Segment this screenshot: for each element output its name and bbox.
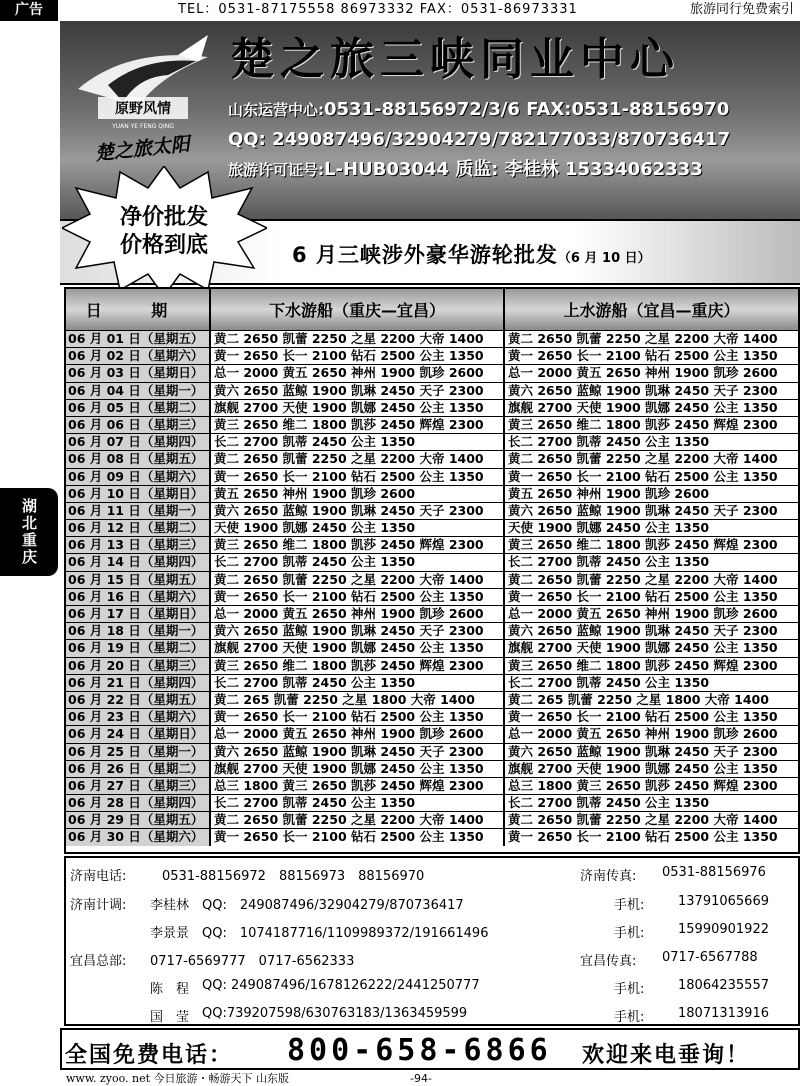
jinan-fax-value: 0531-88156976 bbox=[662, 865, 766, 880]
header-line-3 bbox=[228, 155, 730, 185]
upstream-cell: 长二 2700 凯蒂 2450 公主 1350 bbox=[508, 795, 710, 811]
line2-value: QQ: 249087496/32904279/782177033/870736417 bbox=[228, 129, 731, 150]
downstream-cell: 黄六 2650 蓝鲸 1900 凯琳 2450 天子 2300 bbox=[211, 744, 505, 760]
header-downstream: 下水游船（重庆—宜昌） bbox=[211, 289, 505, 330]
header-date: 日 期 bbox=[66, 289, 211, 330]
schedule-row bbox=[66, 416, 798, 433]
date-cell: 06 月 06 日（星期三） bbox=[66, 417, 211, 433]
date-cell: 06 月 10 日（星期日） bbox=[66, 486, 211, 502]
schedule-row bbox=[66, 399, 798, 416]
upstream-cell: 旗舰 2700 天使 1900 凯娜 2450 公主 1350 bbox=[508, 640, 778, 656]
date-cell: 06 月 30 日（星期六） bbox=[66, 829, 211, 845]
schedule-row bbox=[66, 588, 798, 605]
downstream-cell: 旗舰 2700 天使 1900 凯娜 2450 公主 1350 bbox=[211, 761, 505, 777]
staff-3-mobile: 18064235557 bbox=[678, 978, 769, 993]
logo bbox=[68, 27, 218, 187]
date-cell: 06 月 16 日（星期六） bbox=[66, 589, 211, 605]
upstream-cell: 黄一 2650 长一 2100 钻石 2500 公主 1350 bbox=[508, 468, 778, 484]
date-cell: 06 月 24 日（星期日） bbox=[66, 726, 211, 742]
schedule-row bbox=[66, 743, 798, 760]
line1-value: 0531-88156972/3/6 FAX:0531-88156970 bbox=[324, 99, 730, 120]
downstream-cell: 黄二 2650 凯蕾 2250 之星 2200 大帝 1400 bbox=[211, 331, 505, 347]
staff-3-mobile-label: 手机: bbox=[614, 982, 645, 997]
starburst-line-2: 价格到底 bbox=[119, 233, 209, 258]
upstream-cell: 旗舰 2700 天使 1900 凯娜 2450 公主 1350 bbox=[508, 760, 778, 776]
upstream-cell: 长二 2700 凯蒂 2450 公主 1350 bbox=[508, 434, 710, 450]
hotline-label: 全国免费电话： bbox=[65, 1043, 234, 1068]
yichang-fax-value: 0717-6567788 bbox=[662, 950, 758, 965]
upstream-cell: 黄六 2650 蓝鲸 1900 凯琳 2450 天子 2300 bbox=[508, 502, 778, 518]
jinan-phone-value: 0531-88156972 88156973 88156970 bbox=[162, 869, 425, 884]
date-cell: 06 月 19 日（星期二） bbox=[66, 640, 211, 656]
staff-4-mobile: 18071313916 bbox=[678, 1006, 769, 1021]
downstream-cell: 黄一 2650 长一 2100 钻石 2500 公主 1350 bbox=[211, 469, 505, 485]
downstream-cell: 旗舰 2700 天使 1900 凯娜 2450 公主 1350 bbox=[211, 400, 505, 416]
planner-1-qq: QQ: 249087496/32904279/870736417 bbox=[202, 898, 464, 913]
planner-2-mobile: 15990901922 bbox=[678, 922, 769, 937]
date-cell: 06 月 25 日（星期一） bbox=[66, 744, 211, 760]
schedule-row bbox=[66, 519, 798, 536]
header-line-1 bbox=[228, 95, 730, 125]
page-footer bbox=[0, 1071, 800, 1086]
downstream-cell: 黄五 2650 神州 1900 凯珍 2600 bbox=[211, 486, 505, 502]
upstream-cell: 黄一 2650 长一 2100 钻石 2500 公主 1350 bbox=[508, 348, 778, 364]
upstream-cell: 总一 2000 黄五 2650 神州 1900 凯珍 2600 bbox=[508, 365, 778, 381]
promo-date: （6 月 10 日） bbox=[557, 251, 651, 266]
downstream-cell: 黄三 2650 维二 1800 凯莎 2450 辉煌 2300 bbox=[211, 537, 505, 553]
downstream-cell: 总三 1800 黄三 2650 凯莎 2450 辉煌 2300 bbox=[211, 778, 505, 794]
top-bar bbox=[0, 0, 800, 20]
schedule-row bbox=[66, 725, 798, 742]
schedule-row bbox=[66, 571, 798, 588]
downstream-cell: 长二 2700 凯蒂 2450 公主 1350 bbox=[211, 675, 505, 691]
schedule-row bbox=[66, 536, 798, 553]
schedule-row bbox=[66, 622, 798, 639]
date-cell: 06 月 26 日（星期二） bbox=[66, 761, 211, 777]
date-cell: 06 月 23 日（星期六） bbox=[66, 709, 211, 725]
downstream-cell: 黄三 2650 维二 1800 凯莎 2450 辉煌 2300 bbox=[211, 417, 505, 433]
downstream-cell: 长二 2700 凯蒂 2450 公主 1350 bbox=[211, 434, 505, 450]
downstream-cell: 黄二 265 凯蕾 2250 之星 1800 大帝 1400 bbox=[211, 692, 505, 708]
upstream-cell: 黄六 2650 蓝鲸 1900 凯琳 2450 天子 2300 bbox=[508, 382, 778, 398]
upstream-cell: 黄三 2650 维二 1800 凯莎 2450 辉煌 2300 bbox=[508, 657, 778, 673]
date-cell: 06 月 27 日（星期三） bbox=[66, 778, 211, 794]
downstream-cell: 黄二 2650 凯蕾 2250 之星 2200 大帝 1400 bbox=[211, 451, 505, 467]
upstream-cell: 黄三 2650 维二 1800 凯莎 2450 辉煌 2300 bbox=[508, 537, 778, 553]
schedule-row bbox=[66, 364, 798, 381]
downstream-cell: 天使 1900 凯娜 2450 公主 1350 bbox=[211, 520, 505, 536]
schedule-row bbox=[66, 468, 798, 485]
date-cell: 06 月 02 日（星期六） bbox=[66, 348, 211, 364]
schedule-row bbox=[66, 657, 798, 674]
upstream-cell: 总一 2000 黄五 2650 神州 1900 凯珍 2600 bbox=[508, 726, 778, 742]
ad-label: 广告 bbox=[0, 0, 58, 21]
yichang-value: 0717-6569777 0717-6562333 bbox=[150, 954, 355, 969]
planner-label: 济南计调: bbox=[70, 898, 127, 913]
downstream-cell: 黄一 2650 长一 2100 钻石 2500 公主 1350 bbox=[211, 829, 505, 845]
jinan-phone-label: 济南电话: bbox=[70, 869, 127, 884]
schedule-row bbox=[66, 553, 798, 570]
staff-4-qq: QQ:739207598/630763183/1363459599 bbox=[202, 1006, 468, 1021]
upstream-cell: 总三 1800 黄三 2650 凯莎 2450 辉煌 2300 bbox=[508, 777, 778, 793]
date-cell: 06 月 03 日（星期日） bbox=[66, 365, 211, 381]
downstream-cell: 总一 2000 黄五 2650 神州 1900 凯珍 2600 bbox=[211, 726, 505, 742]
date-cell: 06 月 14 日（星期四） bbox=[66, 554, 211, 570]
date-cell: 06 月 20 日（星期三） bbox=[66, 658, 211, 674]
date-cell: 06 月 07 日（星期四） bbox=[66, 434, 211, 450]
date-cell: 06 月 08 日（星期五） bbox=[66, 451, 211, 467]
schedule-row bbox=[66, 760, 798, 777]
upstream-cell: 黄五 2650 神州 1900 凯珍 2600 bbox=[508, 485, 710, 501]
planner-2-mobile-label: 手机: bbox=[614, 926, 645, 941]
page-number: -94- bbox=[410, 1072, 432, 1085]
planner-1-mobile-label: 手机: bbox=[614, 898, 645, 913]
header-info bbox=[228, 95, 730, 185]
date-cell: 06 月 05 日（星期二） bbox=[66, 400, 211, 416]
hotline-bar bbox=[60, 1028, 800, 1070]
schedule-row bbox=[66, 485, 798, 502]
downstream-cell: 总一 2000 黄五 2650 神州 1900 凯珍 2600 bbox=[211, 606, 505, 622]
schedule-row bbox=[66, 502, 798, 519]
jinan-fax-label: 济南传真: bbox=[580, 869, 637, 884]
downstream-cell: 黄六 2650 蓝鲸 1900 凯琳 2450 天子 2300 bbox=[211, 503, 505, 519]
downstream-cell: 长二 2700 凯蒂 2450 公主 1350 bbox=[211, 795, 505, 811]
schedule-row bbox=[66, 691, 798, 708]
date-cell: 06 月 01 日（星期五） bbox=[66, 331, 211, 347]
logo-subtitle: YUAN YE FENG QING bbox=[112, 123, 174, 130]
promo-title: 6 月三峡涉外豪华游轮批发 bbox=[292, 243, 558, 267]
date-cell: 06 月 04 日（星期一） bbox=[66, 383, 211, 399]
header-line-2 bbox=[228, 125, 730, 155]
schedule-row bbox=[66, 382, 798, 399]
line3-label: 旅游许可证号: bbox=[228, 161, 324, 179]
downstream-cell: 黄二 2650 凯蕾 2250 之星 2200 大帝 1400 bbox=[211, 812, 505, 828]
upstream-cell: 天使 1900 凯娜 2450 公主 1350 bbox=[508, 520, 710, 536]
upstream-cell: 旗舰 2700 天使 1900 凯娜 2450 公主 1350 bbox=[508, 399, 778, 415]
upstream-cell: 黄六 2650 蓝鲸 1900 凯琳 2450 天子 2300 bbox=[508, 623, 778, 639]
date-cell: 06 月 09 日（星期六） bbox=[66, 469, 211, 485]
upstream-cell: 长二 2700 凯蒂 2450 公主 1350 bbox=[508, 554, 710, 570]
brand-title: 楚之旅三峡同业中心 bbox=[230, 34, 680, 85]
staff-3-name: 陈 程 bbox=[150, 982, 190, 997]
upstream-cell: 总一 2000 黄五 2650 神州 1900 凯珍 2600 bbox=[508, 606, 778, 621]
staff-4-mobile-label: 手机: bbox=[614, 1010, 645, 1025]
yichang-fax-label: 宜昌传真: bbox=[580, 954, 637, 969]
upstream-cell: 黄二 2650 凯蕾 2250 之星 2200 大帝 1400 bbox=[508, 331, 778, 346]
downstream-cell: 旗舰 2700 天使 1900 凯娜 2450 公主 1350 bbox=[211, 640, 505, 656]
starburst-line-1: 净价批发 bbox=[119, 205, 209, 230]
schedule-row bbox=[66, 674, 798, 691]
schedule-row bbox=[66, 605, 798, 622]
line3-value: L-HUB03044 质监: 李桂林 15334062333 bbox=[324, 159, 703, 180]
schedule-row bbox=[66, 708, 798, 725]
hotline-number: 800-658-6866 bbox=[287, 1033, 552, 1068]
date-cell: 06 月 22 日（星期五） bbox=[66, 692, 211, 708]
date-cell: 06 月 18 日（星期一） bbox=[66, 623, 211, 639]
planner-1-mobile: 13791065669 bbox=[678, 894, 769, 909]
yichang-label: 宜昌总部: bbox=[70, 954, 127, 969]
downstream-cell: 黄一 2650 长一 2100 钻石 2500 公主 1350 bbox=[211, 709, 505, 725]
logo-name: 原野风情 bbox=[115, 101, 171, 117]
date-cell: 06 月 28 日（星期四） bbox=[66, 795, 211, 811]
upstream-cell: 黄一 2650 长一 2100 钻石 2500 公主 1350 bbox=[508, 588, 778, 604]
price-starburst bbox=[62, 166, 267, 296]
schedule-row bbox=[66, 794, 798, 811]
hotline-welcome: 欢迎来电垂询！ bbox=[582, 1043, 751, 1068]
schedule-row bbox=[66, 450, 798, 467]
schedule-row bbox=[66, 639, 798, 656]
downstream-cell: 黄六 2650 蓝鲸 1900 凯琳 2450 天子 2300 bbox=[211, 623, 505, 639]
top-contact-line: TEL：0531-87175558 86973332 FAX：0531-86973331 bbox=[178, 2, 578, 17]
planner-2-qq: QQ: 1074187716/1109989372/191661496 bbox=[202, 926, 489, 941]
logo-script: 楚之旅太阳 bbox=[93, 133, 191, 165]
downstream-cell: 黄二 2650 凯蕾 2250 之星 2200 大帝 1400 bbox=[211, 572, 505, 588]
date-cell: 06 月 21 日（星期四） bbox=[66, 675, 211, 691]
date-cell: 06 月 15 日（星期五） bbox=[66, 572, 211, 588]
date-cell: 06 月 12 日（星期二） bbox=[66, 520, 211, 536]
promo-text bbox=[292, 239, 651, 269]
downstream-cell: 长二 2700 凯蒂 2450 公主 1350 bbox=[211, 554, 505, 570]
date-cell: 06 月 11 日（星期一） bbox=[66, 503, 211, 519]
downstream-cell: 黄一 2650 长一 2100 钻石 2500 公主 1350 bbox=[211, 348, 505, 364]
date-cell: 06 月 29 日（星期五） bbox=[66, 812, 211, 828]
downstream-cell: 黄一 2650 长一 2100 钻石 2500 公主 1350 bbox=[211, 589, 505, 605]
upstream-cell: 黄二 2650 凯蕾 2250 之星 2200 大帝 1400 bbox=[508, 571, 778, 587]
region-tab: 湖北重庆 bbox=[0, 488, 58, 576]
staff-4-name: 国 莹 bbox=[150, 1010, 190, 1025]
footer-site: www. zyoo. net 今日旅游・畅游天下 山东版 bbox=[66, 1072, 289, 1085]
line1-label: 山东运营中心: bbox=[228, 101, 324, 119]
upstream-cell: 黄一 2650 长一 2100 钻石 2500 公主 1350 bbox=[508, 709, 778, 725]
staff-3-qq: QQ: 249087496/1678126222/2441250777 bbox=[202, 978, 480, 993]
upstream-cell: 黄二 2650 凯蕾 2250 之星 2200 大帝 1400 bbox=[508, 812, 778, 828]
contact-block bbox=[64, 856, 800, 1026]
schedule-table bbox=[64, 287, 800, 854]
top-index-label: 旅游同行免费索引 bbox=[689, 2, 794, 17]
upstream-cell: 黄二 265 凯蕾 2250 之星 1800 大帝 1400 bbox=[508, 691, 769, 707]
planner-1-name: 李桂林 bbox=[150, 898, 190, 913]
schedule-row bbox=[66, 828, 798, 845]
upstream-cell: 黄三 2650 维二 1800 凯莎 2450 辉煌 2300 bbox=[508, 416, 778, 432]
schedule-row bbox=[66, 433, 798, 450]
date-cell: 06 月 13 日（星期三） bbox=[66, 537, 211, 553]
header-upstream: 上水游船（宜昌—重庆） bbox=[563, 301, 740, 320]
upstream-cell: 黄六 2650 蓝鲸 1900 凯琳 2450 天子 2300 bbox=[508, 743, 778, 759]
schedule-row bbox=[66, 347, 798, 364]
downstream-cell: 黄三 2650 维二 1800 凯莎 2450 辉煌 2300 bbox=[211, 658, 505, 674]
upstream-cell: 黄一 2650 长一 2100 钻石 2500 公主 1350 bbox=[508, 829, 778, 845]
downstream-cell: 黄六 2650 蓝鲸 1900 凯琳 2450 天子 2300 bbox=[211, 383, 505, 399]
date-cell: 06 月 17 日（星期日） bbox=[66, 606, 211, 622]
schedule-row bbox=[66, 811, 798, 828]
planner-2-name: 李景景 bbox=[150, 926, 190, 941]
upstream-cell: 黄二 2650 凯蕾 2250 之星 2200 大帝 1400 bbox=[508, 451, 778, 467]
schedule-rows bbox=[66, 330, 798, 846]
upstream-cell: 长二 2700 凯蒂 2450 公主 1350 bbox=[508, 674, 710, 690]
schedule-row bbox=[66, 330, 798, 347]
schedule-header bbox=[66, 289, 798, 330]
schedule-row bbox=[66, 777, 798, 794]
downstream-cell: 总一 2000 黄五 2650 神州 1900 凯珍 2600 bbox=[211, 365, 505, 381]
